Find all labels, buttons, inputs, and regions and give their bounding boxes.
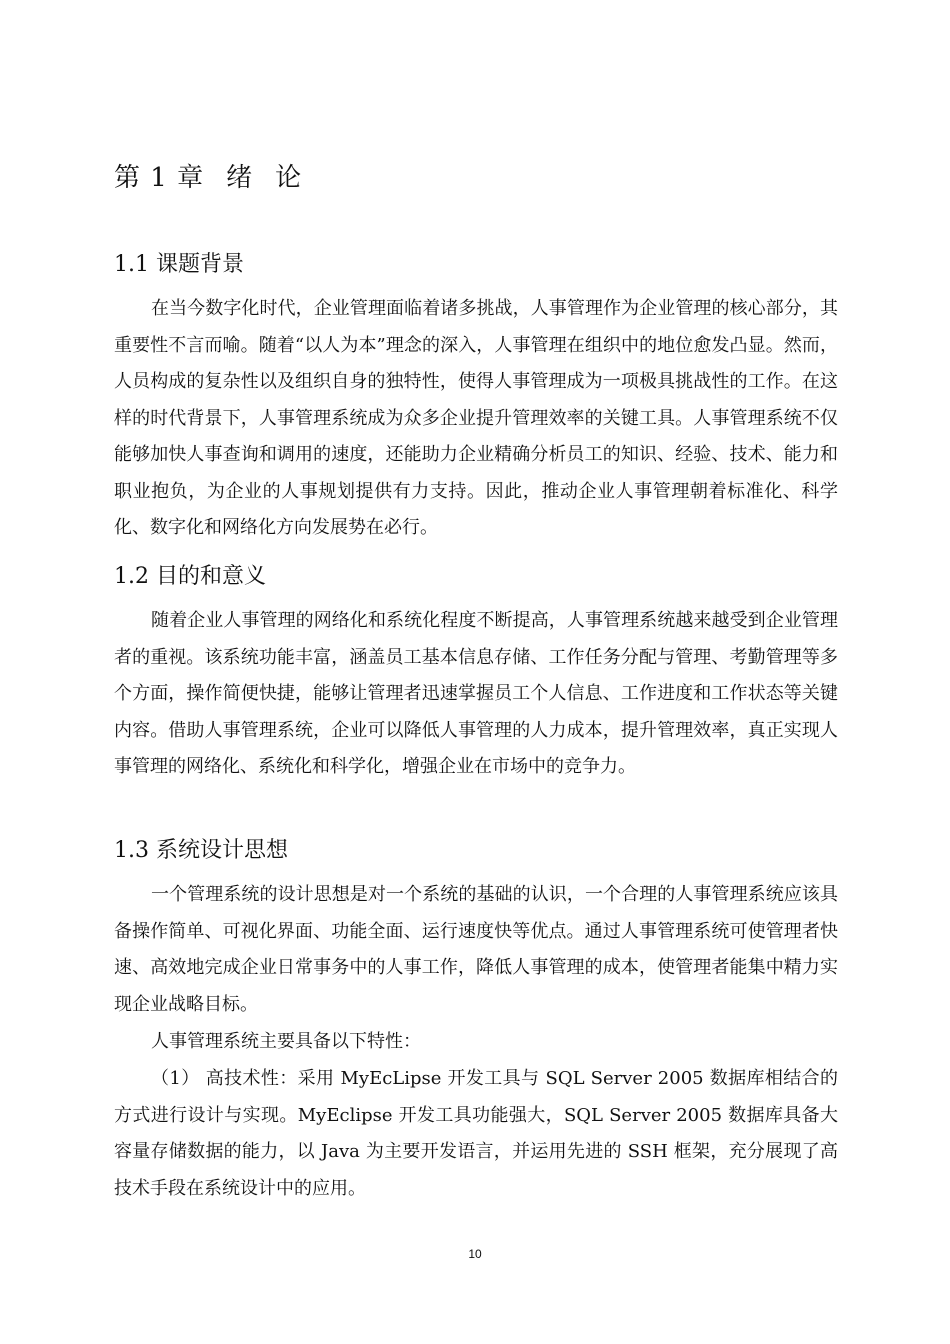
- chapter-title: [114, 160, 302, 196]
- paragraph: 人事管理系统主要具备以下特性：: [151, 1031, 421, 1052]
- section-number: 1.1: [114, 252, 149, 277]
- section-number: 1.2: [114, 564, 149, 589]
- section-number: 1.3: [114, 838, 149, 863]
- chapter-word-2: 论: [275, 163, 303, 193]
- paragraph: 一个管理系统的设计思想是对一个系统的基础的认识，一个合理的人事管理系统应该具备操作简单、可视化界面、功能全面、运行速度快等优点。通过人事管理系统可使管理者快速、高效地完成企业日常事务中的人事工作，降低人事管理的成本，使管理者能集中精力实现企业战略目标。: [114, 884, 838, 1015]
- section-title: 系统设计思想: [156, 838, 289, 863]
- section-heading-1-2: [114, 562, 266, 592]
- paragraph: 在当今数字化时代，企业管理面临着诸多挑战，人事管理作为企业管理的核心部分，其重要性不言而喻。随着“以人为本”理念的深入，人事管理在组织中的地位愈发凸显。然而，人员构成的复杂性以及组织自身的独特性，使得人事管理成为一项极具挑战性的工作。在这样的时代背景下，人事管理系统成为众多企业提升管理效率的关键工具。人事管理系统不仅能够加快人事查询和调用的速度，还能助力企业精确分析员工的知识、经验、技术、能力和职业抱负，为企业的人事规划提供有力支持。因此，推动企业人事管理朝着标准化、科学化、数字化和网络化方向发展势在必行。: [114, 298, 838, 538]
- list-item-paragraph: （1） 高技术性：采用 MyEcLipse 开发工具与 SQL Server 2005 数据库相结合的方式进行设计与实现。MyEclipse 开发工具功能强大，SQL Server 2005 数据库具备大容量存储数据的能力，以 Java 为主要开发语言，并运用先进的 SSH 框架，充分展现了高技术手段在系统设计中的应用。: [114, 1068, 838, 1199]
- section-heading-1-1: [114, 250, 244, 280]
- chapter-word-1: 绪: [226, 163, 254, 193]
- chapter-prefix: 第 1 章: [114, 163, 205, 193]
- section-heading-1-3: [114, 836, 288, 866]
- section-title: 目的和意义: [156, 564, 267, 589]
- section-title: 课题背景: [156, 252, 245, 277]
- page-number: 10: [468, 1247, 482, 1261]
- paragraph: 随着企业人事管理的网络化和系统化程度不断提高，人事管理系统越来越受到企业管理者的重视。该系统功能丰富，涵盖员工基本信息存储、工作任务分配与管理、考勤管理等多个方面，操作简便快捷，能够让管理者迅速掌握员工个人信息、工作进度和工作状态等关键内容。借助人事管理系统，企业可以降低人事管理的人力成本，提升管理效率，真正实现人事管理的网络化、系统化和科学化，增强企业在市场中的竞争力。: [114, 610, 838, 777]
